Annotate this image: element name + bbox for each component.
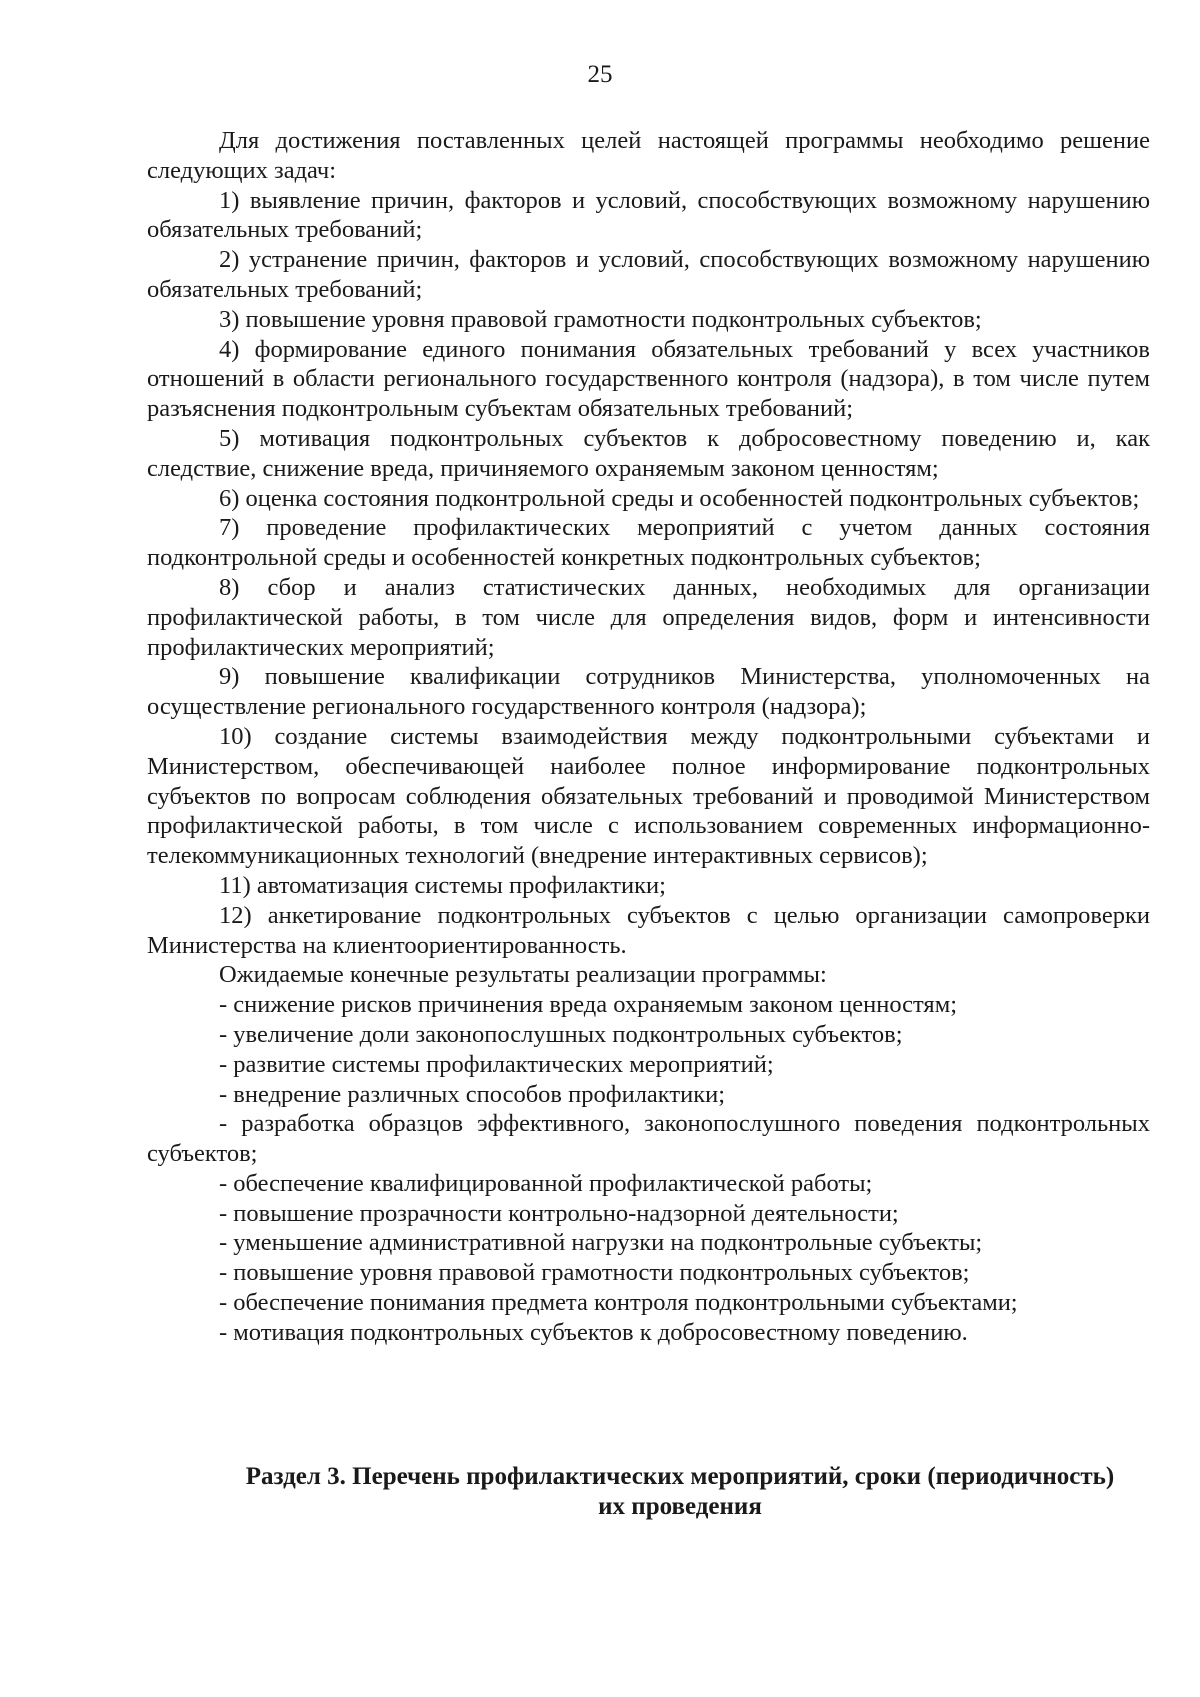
document-body [147,126,1150,1348]
result-item: - развитие системы профилактических мероприятий; [219,1050,774,1078]
task-item: 4) формирование единого понимания обязательных требований у всех участников отношений в области регионального государственного контроля (надзора), в том числе путем разъяснения подконтрольным субъектам обязательных требований; [147,335,1150,423]
result-item: - обеспечение квалифицированной профилактической работы; [219,1169,873,1197]
task-item: 6) оценка состояния подконтрольной среды и особенностей подконтрольных субъектов; [219,484,1140,512]
section-heading-line: их проведения [598,1493,762,1520]
page-number: 25 [587,61,613,88]
result-item: - мотивация подконтрольных субъектов к добросовестному поведению. [219,1318,968,1346]
task-item: 11) автоматизация системы профилактики; [219,871,666,899]
task-item: 8) сбор и анализ статистических данных, необходимых для организации профилактической работы, в том числе для определения видов, форм и интенсивности профилактических мероприятий; [147,573,1150,661]
result-item: - обеспечение понимания предмета контроля подконтрольными субъектами; [219,1289,1018,1317]
task-item: 3) повышение уровня правовой грамотности подконтрольных субъектов; [219,305,982,333]
result-item: - повышение уровня правовой грамотности подконтрольных субъектов; [219,1259,970,1287]
section-heading [200,1462,1160,1522]
result-item: - повышение прозрачности контрольно-надзорной деятельности; [219,1199,899,1227]
intro-paragraph: Для достижения поставленных целей настоящей программы необходимо решение следующих задач: [147,127,1150,184]
task-item: 10) создание системы взаимодействия между подконтрольными субъектами и Министерством, обеспечивающей наиболее полное информирование подконтрольных субъектов по вопросам соблюдения обязательных требований и проводимой Министерством профилактической работы, в том числе с использованием современных информационно-телекоммуникационных технологий (внедрение интерактивных сервисов); [147,722,1150,870]
result-item: - внедрение различных способов профилактики; [219,1080,726,1108]
task-item: 12) анкетирование подконтрольных субъектов с целью организации самопроверки Министерства на клиентоориентированность. [147,901,1150,959]
task-item: 7) проведение профилактических мероприятий с учетом данных состояния подконтрольной среды и особенностей конкретных подконтрольных субъектов; [147,514,1150,572]
task-item: 1) выявление причин, факторов и условий, способствующих возможному нарушению обязательных требований; [147,186,1150,244]
section-heading-line: Раздел 3. Перечень профилактических мероприятий, сроки (периодичность) [245,1463,1115,1490]
result-item: - уменьшение административной нагрузки на подконтрольные субъекты; [219,1229,983,1257]
result-item: - увеличение доли законопослушных подконтрольных субъектов; [219,1020,903,1048]
task-item: 9) повышение квалификации сотрудников Министерства, уполномоченных на осуществление регионального государственного контроля (надзора); [147,663,1150,721]
task-item: 2) устранение причин, факторов и условий, способствующих возможному нарушению обязательных требований; [147,246,1150,303]
result-item: - разработка образцов эффективного, законопослушного поведения подконтрольных субъектов; [147,1110,1150,1168]
task-item: 5) мотивация подконтрольных субъектов к добросовестному поведению и, как следствие, снижение вреда, причиняемого охраняемым законом ценностям; [147,424,1150,482]
result-item: - снижение рисков причинения вреда охраняемым законом ценностям; [219,991,958,1019]
results-heading: Ожидаемые конечные результаты реализации программы: [219,961,827,989]
